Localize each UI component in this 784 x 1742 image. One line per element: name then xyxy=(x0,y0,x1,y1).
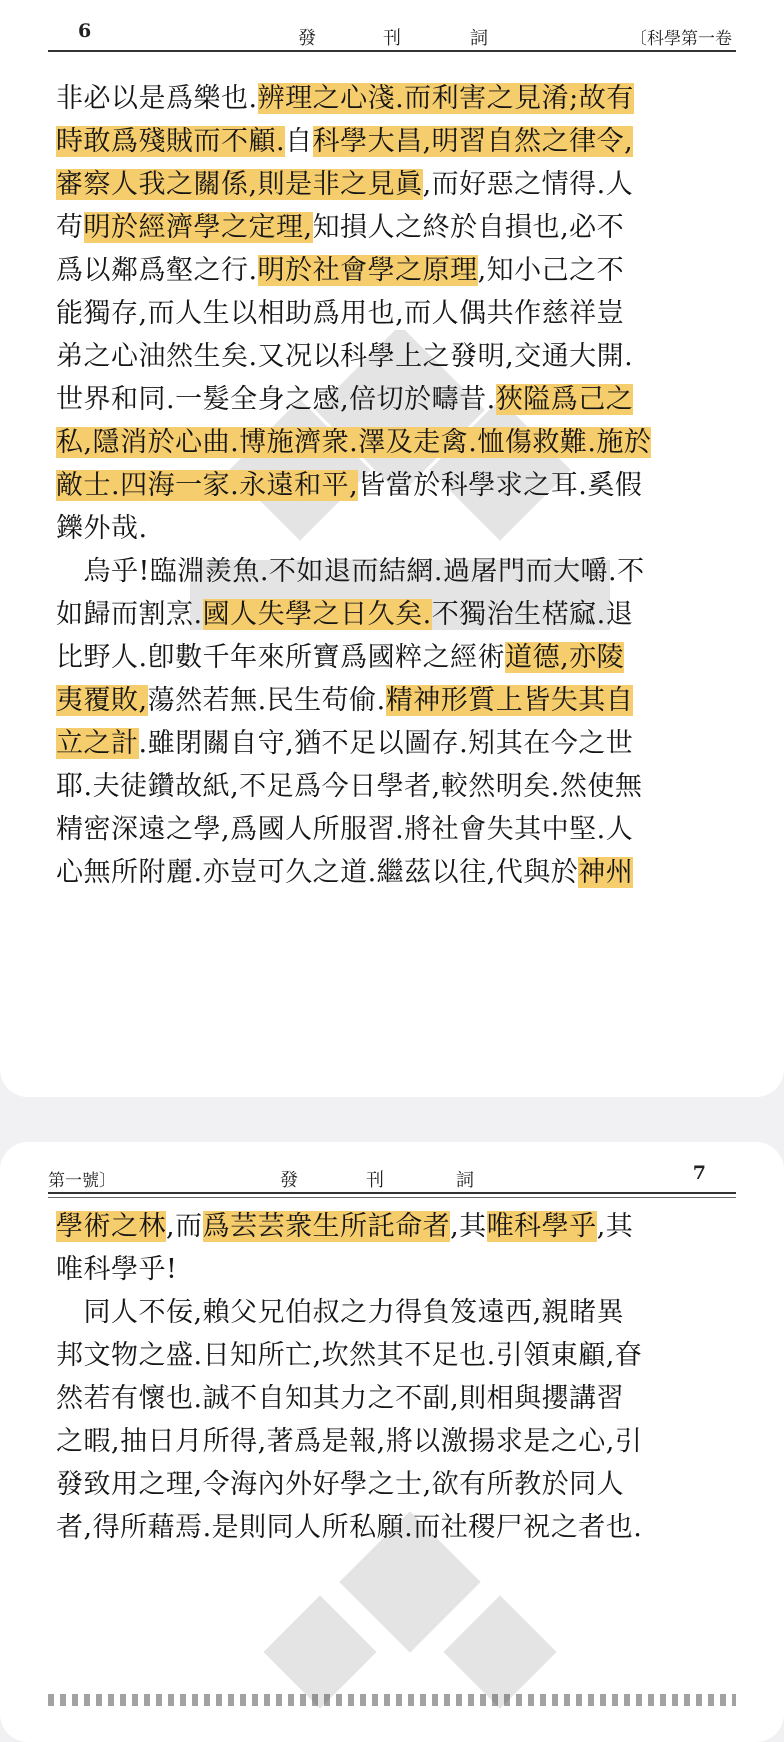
text-line xyxy=(56,420,724,466)
running-title-char: 刊 xyxy=(383,28,401,49)
highlighted-text: 唯科學乎 xyxy=(486,1211,597,1242)
highlighted-text: 狹隘爲己之 xyxy=(495,384,634,415)
text-segment: 精密深遠之學,爲國人所服習.將社會失其中堅.人 xyxy=(56,814,634,845)
running-title-char: 發 xyxy=(280,1170,298,1191)
text-line xyxy=(56,1505,724,1551)
text-segment: 之暇,抽日月所得,著爲是報,將以激揚求是之心,引 xyxy=(56,1426,643,1457)
text-segment: 不獨治生楛窳.退 xyxy=(431,599,634,630)
text-segment: ,其 xyxy=(450,1211,487,1242)
page-number: 7 xyxy=(692,1162,706,1184)
text-line xyxy=(56,334,724,380)
page-7-card xyxy=(0,1142,784,1742)
page-6-header xyxy=(48,18,736,52)
page-7-header xyxy=(48,1160,736,1194)
header-rule xyxy=(48,50,736,52)
text-line xyxy=(56,592,724,638)
text-segment: ,而好惡之情得.人 xyxy=(422,169,634,200)
text-line xyxy=(56,291,724,337)
page-bottom-border xyxy=(48,1694,736,1706)
highlighted-text: 夷覆敗, xyxy=(56,685,148,716)
highlighted-text: 神州 xyxy=(578,857,634,888)
highlighted-text: 敵士.四海一家.永遠和平, xyxy=(56,470,359,501)
text-line xyxy=(56,1462,724,1508)
text-line xyxy=(56,1376,724,1422)
text-segment: 知損人之終於自損也,必不 xyxy=(312,212,625,243)
text-segment: 蕩然若無.民生苟偷. xyxy=(147,685,386,716)
text-line xyxy=(56,377,724,423)
text-line xyxy=(56,1247,724,1293)
text-line xyxy=(56,119,724,165)
text-line xyxy=(56,1419,724,1465)
text-segment: ,知小己之不 xyxy=(477,255,625,286)
highlighted-text: 道德,亦陵 xyxy=(505,642,625,673)
page-number: 6 xyxy=(78,20,92,42)
text-line xyxy=(56,807,724,853)
text-line xyxy=(56,850,724,896)
text-line xyxy=(56,463,724,509)
text-segment: 烏乎!臨淵羨魚.不如退而結網.過屠門而大嚼.不 xyxy=(56,556,645,587)
text-line xyxy=(56,635,724,681)
running-title-char: 詞 xyxy=(456,1170,474,1191)
text-line xyxy=(56,205,724,251)
text-segment: 如歸而割烹. xyxy=(56,599,203,630)
text-segment: 弟之心油然生矣.又况以科學上之發明,交通大開. xyxy=(56,341,634,372)
text-segment: 同人不佞,賴父兄伯叔之力得負笈遠西,親睹異 xyxy=(56,1297,625,1328)
text-line xyxy=(56,1333,724,1379)
highlighted-text: 明於社會學之原理 xyxy=(257,255,478,286)
highlighted-text: 審察人我之關係,則是非之見眞 xyxy=(56,169,423,200)
text-line xyxy=(56,248,724,294)
text-segment: 皆當於科學求之耳.奚假 xyxy=(358,470,643,501)
text-line xyxy=(56,678,724,724)
text-segment: .雖閉關自守,猶不足以圖存.矧其在今之世 xyxy=(138,728,634,759)
issue-label: 第一號〕 xyxy=(48,1171,116,1191)
text-segment: 世界和同.一髮全身之感,倍切於疇昔. xyxy=(56,384,496,415)
text-segment: ,其 xyxy=(596,1211,634,1242)
highlighted-text: 時敢爲殘賊而不顧. xyxy=(56,126,286,157)
text-line xyxy=(56,549,724,595)
header-rule-thin xyxy=(48,1197,736,1198)
text-line xyxy=(56,506,724,552)
text-segment: 心無所附麗.亦豈可久之道.繼茲以往,代與於 xyxy=(56,857,579,888)
highlighted-text: 精神形質上皆失其自 xyxy=(385,685,634,716)
text-segment: 爲以鄰爲壑之行. xyxy=(56,255,258,286)
text-line xyxy=(56,1204,724,1250)
text-segment: 唯科學乎! xyxy=(56,1254,178,1285)
volume-label: 〔科學第一卷 xyxy=(630,29,732,49)
text-segment: 鑠外哉. xyxy=(56,513,148,544)
header-rule xyxy=(48,1192,736,1194)
text-segment: 者,得所藉焉.是則同人所私願.而社稷尸祝之者也. xyxy=(56,1512,643,1543)
highlighted-text: 國人失學之日久矣. xyxy=(202,599,432,630)
highlighted-text: 辨理之心淺.而利害之見淆;故有 xyxy=(257,83,634,114)
text-line xyxy=(56,764,724,810)
text-segment: 自 xyxy=(285,126,313,157)
highlighted-text: 明於經濟學之定理, xyxy=(83,212,313,243)
text-segment: 然若有懷也.誠不自知其力之不副,則相與攖講習 xyxy=(56,1383,625,1414)
running-title-char: 發 xyxy=(298,28,316,49)
text-segment: 苟 xyxy=(56,212,84,243)
highlighted-text: 學術之林 xyxy=(56,1211,166,1242)
text-segment: ,而 xyxy=(166,1211,203,1242)
text-segment: 能獨存,而人生以相助爲用也,而人偶共作慈祥豈 xyxy=(56,298,625,329)
text-line xyxy=(56,1290,724,1336)
text-segment: 耶.夫徒鑽故紙,不足爲今日學者,較然明矣.然使無 xyxy=(56,771,643,802)
text-line xyxy=(56,162,724,208)
highlighted-text: 立之計 xyxy=(56,728,139,759)
running-title-char: 刊 xyxy=(366,1170,384,1191)
highlighted-text: 私,隱消於心曲.博施濟衆.澤及走禽.恤傷救難.施於 xyxy=(56,427,652,458)
text-line xyxy=(56,76,724,122)
text-segment: 發致用之理,令海內外好學之士,欲有所教於同人 xyxy=(56,1469,625,1500)
text-segment: 比野人.卽數千年來所寶爲國粹之經術 xyxy=(56,642,506,673)
running-title-char: 詞 xyxy=(470,28,488,49)
highlighted-text: 爲芸芸衆生所託命者 xyxy=(202,1211,451,1242)
highlighted-text: 科學大昌,明習自然之律令, xyxy=(312,126,634,157)
text-segment: 邦文物之盛.日知所亡,坎然其不足也.引領東顧,眘 xyxy=(56,1340,643,1371)
text-segment: 非必以是爲樂也. xyxy=(56,83,258,114)
text-line xyxy=(56,721,724,767)
